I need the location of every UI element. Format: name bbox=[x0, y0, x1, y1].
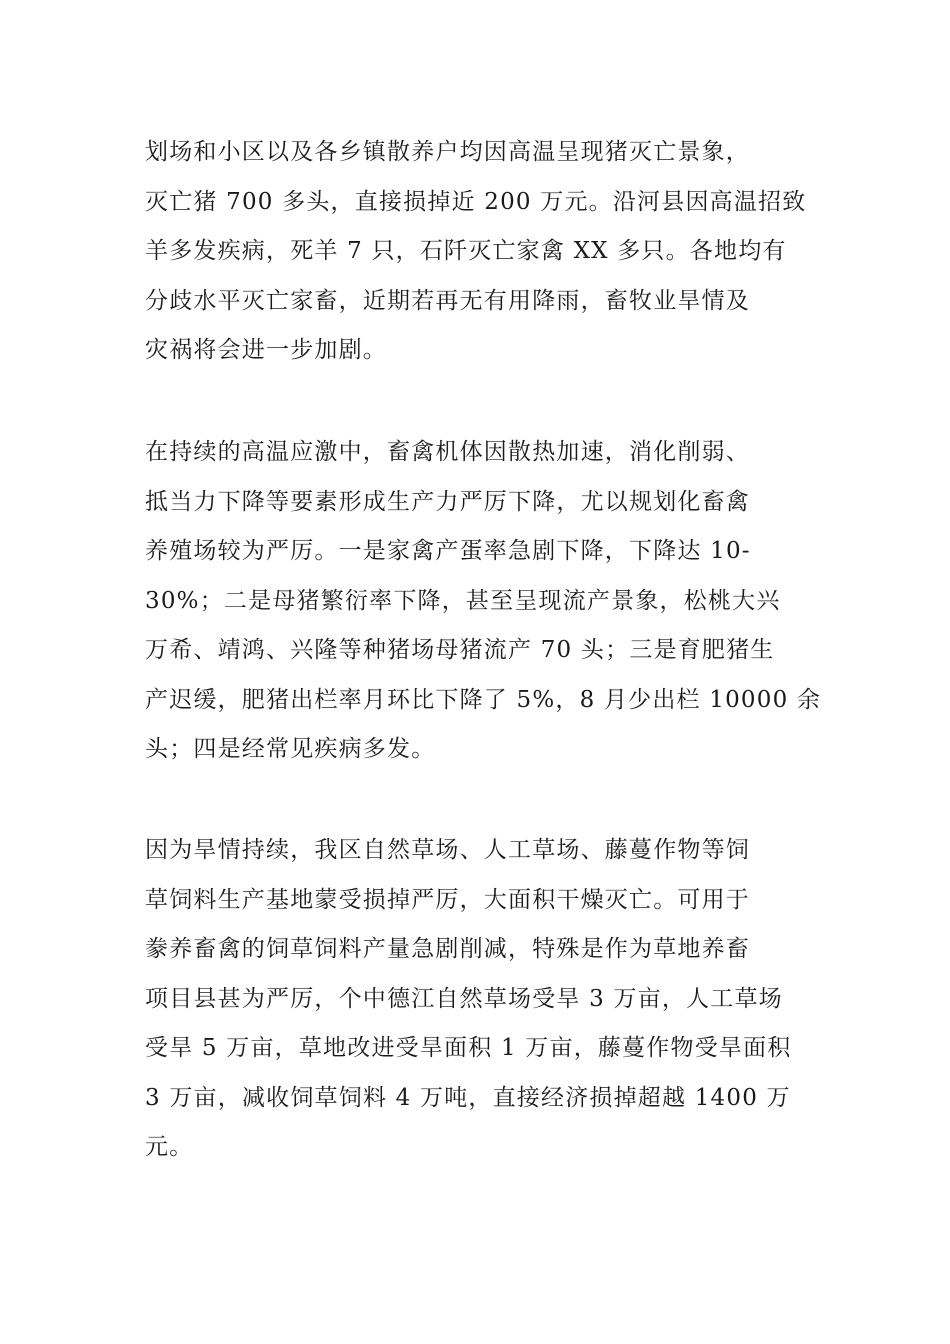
text-line: 分歧水平灭亡家畜，近期若再无有用降雨，畜牧业旱情及 bbox=[145, 287, 750, 314]
paragraph-forage-losses bbox=[145, 826, 815, 1173]
text-line: 养殖场较为严厉。一是家禽产蛋率急剧下降，下降达 10- bbox=[145, 538, 751, 564]
text-line: 灭亡猪 700 多头，直接损掉近 200 万元。沿河县因高温招致 bbox=[145, 188, 807, 215]
text-line: 抵当力下降等要素形成生产力严厉下降，尤以规划化畜禽 bbox=[145, 488, 750, 515]
text-line: 羊多发疾病，死羊 7 只，石阡灭亡家禽 XX 多只。各地均有 bbox=[145, 238, 787, 264]
text-line: 项目县甚为严厉，个中德江自然草场受旱 3 万亩，人工草场 bbox=[145, 985, 783, 1012]
text-line: 在持续的高温应激中，畜禽机体因散热加速，消化削弱、 bbox=[145, 439, 750, 465]
paragraph-livestock-deaths bbox=[145, 128, 815, 376]
text-line: 万希、靖鸿、兴隆等种猪场母猪流产 70 头；三是育肥猪生 bbox=[145, 637, 775, 663]
text-line: 头；四是经常见疾病多发。 bbox=[145, 736, 436, 762]
text-line: 因为旱情持续，我区自然草场、人工草场、藤蔓作物等饲 bbox=[145, 837, 750, 863]
paragraph-heat-stress bbox=[145, 428, 822, 775]
text-line: 灾祸将会进一步加剧。 bbox=[145, 337, 387, 363]
text-line: 3 万亩，减收饲草饲料 4 万吨，直接经济损掉超越 1400 万 bbox=[145, 1084, 791, 1111]
text-line: 划场和小区以及各乡镇散养户均因高温呈现猪灭亡景象， bbox=[145, 139, 750, 165]
text-line: 草饲料生产基地蒙受损掉严厉，大面积干燥灭亡。可用于 bbox=[145, 886, 750, 913]
text-line: 受旱 5 万亩，草地改进受旱面积 1 万亩，藤蔓作物受旱面积 bbox=[145, 1035, 792, 1061]
text-line: 元。 bbox=[145, 1134, 194, 1160]
text-line: 豢养畜禽的饲草饲料产量急剧削减，特殊是作为草地养畜 bbox=[145, 936, 750, 962]
text-line: 产迟缓，肥猪出栏率月环比下降了 5%，8 月少出栏 10000 余 bbox=[145, 686, 822, 713]
text-line: 30%；二是母猪繁衍率下降，甚至呈现流产景象，松桃大兴 bbox=[145, 587, 781, 614]
